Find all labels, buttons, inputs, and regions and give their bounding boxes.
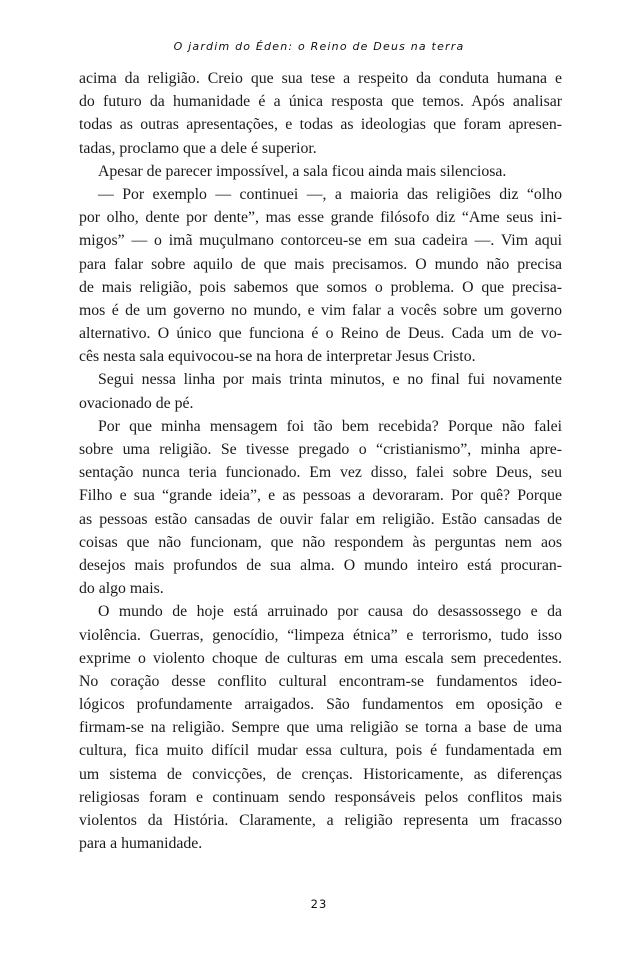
text-line: sobre uma religião. Se tivesse pregado o “cristianismo”, minha apre- [79,441,562,458]
page-number: 23 [310,897,328,911]
text-line: um sistema de convicções, de crenças. Historicamente, as diferenças [79,765,562,783]
text-line: as pessoas estão cansadas de ouvir falar em religião. Estão cansadas de [79,510,562,528]
text-line: Filho e sua “grande ideia”, e as pessoas a devoraram. Por quê? Porque [79,487,562,505]
text-line: tadas, proclamo que a dele é superior. [79,139,317,157]
text-line: O mundo de hoje está arruinado por causa do desassossego e da [98,603,562,621]
text-line: alternativo. O único que funciona é o Reino de Deus. Cada um de vo- [79,325,562,343]
text-line: exprime o violento choque de culturas em uma escala sem precedentes. [79,649,562,667]
text-line: para falar sobre aquilo de que mais precisamos. O mundo não precisa [79,255,562,273]
text-line: Segui nessa linha por mais trinta minutos, e no final fui novamente [98,371,562,389]
text-line: de mais religião, pois sabemos que somos o problema. O que precisa- [79,278,562,296]
text-line: violentos da História. Claramente, a religião representa um fracasso [79,812,562,829]
text-line: sentação nunca teria funcionado. Em vez disso, falei sobre Deus, seu [79,464,562,482]
text-line: — Por exemplo — continuei —, a maioria das religiões diz “olho [98,185,562,203]
text-line: firmam-se na religião. Sempre que uma religião se torna a base de uma [79,719,562,737]
body-text [79,67,562,855]
text-line: No coração desse conflito cultural encontram-se fundamentos ideo- [79,672,562,690]
text-line: desejos mais profundos de sua alma. O mundo inteiro está procuran- [79,556,562,574]
text-line: cultura, fica muito difícil mudar essa cultura, pois é fundamentada em [79,742,562,760]
text-line: migos” — o imã muçulmano contorceu-se em sua cadeira —. Vim aqui [79,232,562,250]
text-line: Apesar de parecer impossível, a sala ficou ainda mais silenciosa. [98,162,507,180]
text-line: violência. Guerras, genocídio, “limpeza étnica” e terrorismo, tudo isso [79,626,562,644]
text-line: ovacionado de pé. [79,394,194,412]
running-head: O jardim do Éden: o Reino de Deus na terra [173,40,465,53]
text-line: todas as outras apresentações, e todas as ideologias que foram apresen- [79,116,562,134]
text-line: coisas que não funcionam, que não respondem às perguntas nem aos [79,533,562,551]
text-line: cês nesta sala equivocou-se na hora de interpretar Jesus Cristo. [79,348,476,366]
text-line: lógicos profundamente arraigados. São fundamentos em oposição e [79,696,562,714]
text-line: religiosas foram e continuam sendo responsáveis pelos conflitos mais [79,788,562,806]
text-line: por olho, dente por dente”, mas esse grande filósofo diz “Ame seus ini- [79,209,562,227]
text-line: mos é de um governo no mundo, e vim falar a vocês sobre um governo [79,301,562,319]
text-line: para a humanidade. [79,835,203,853]
text-line: do algo mais. [79,580,164,598]
text-line: do futuro da humanidade é a única resposta que temos. Após analisar [79,93,562,111]
text-line: acima da religião. Creio que sua tese a respeito da conduta humana e [79,70,562,87]
text-line: Por que minha mensagem foi tão bem recebida? Porque não falei [98,417,562,435]
